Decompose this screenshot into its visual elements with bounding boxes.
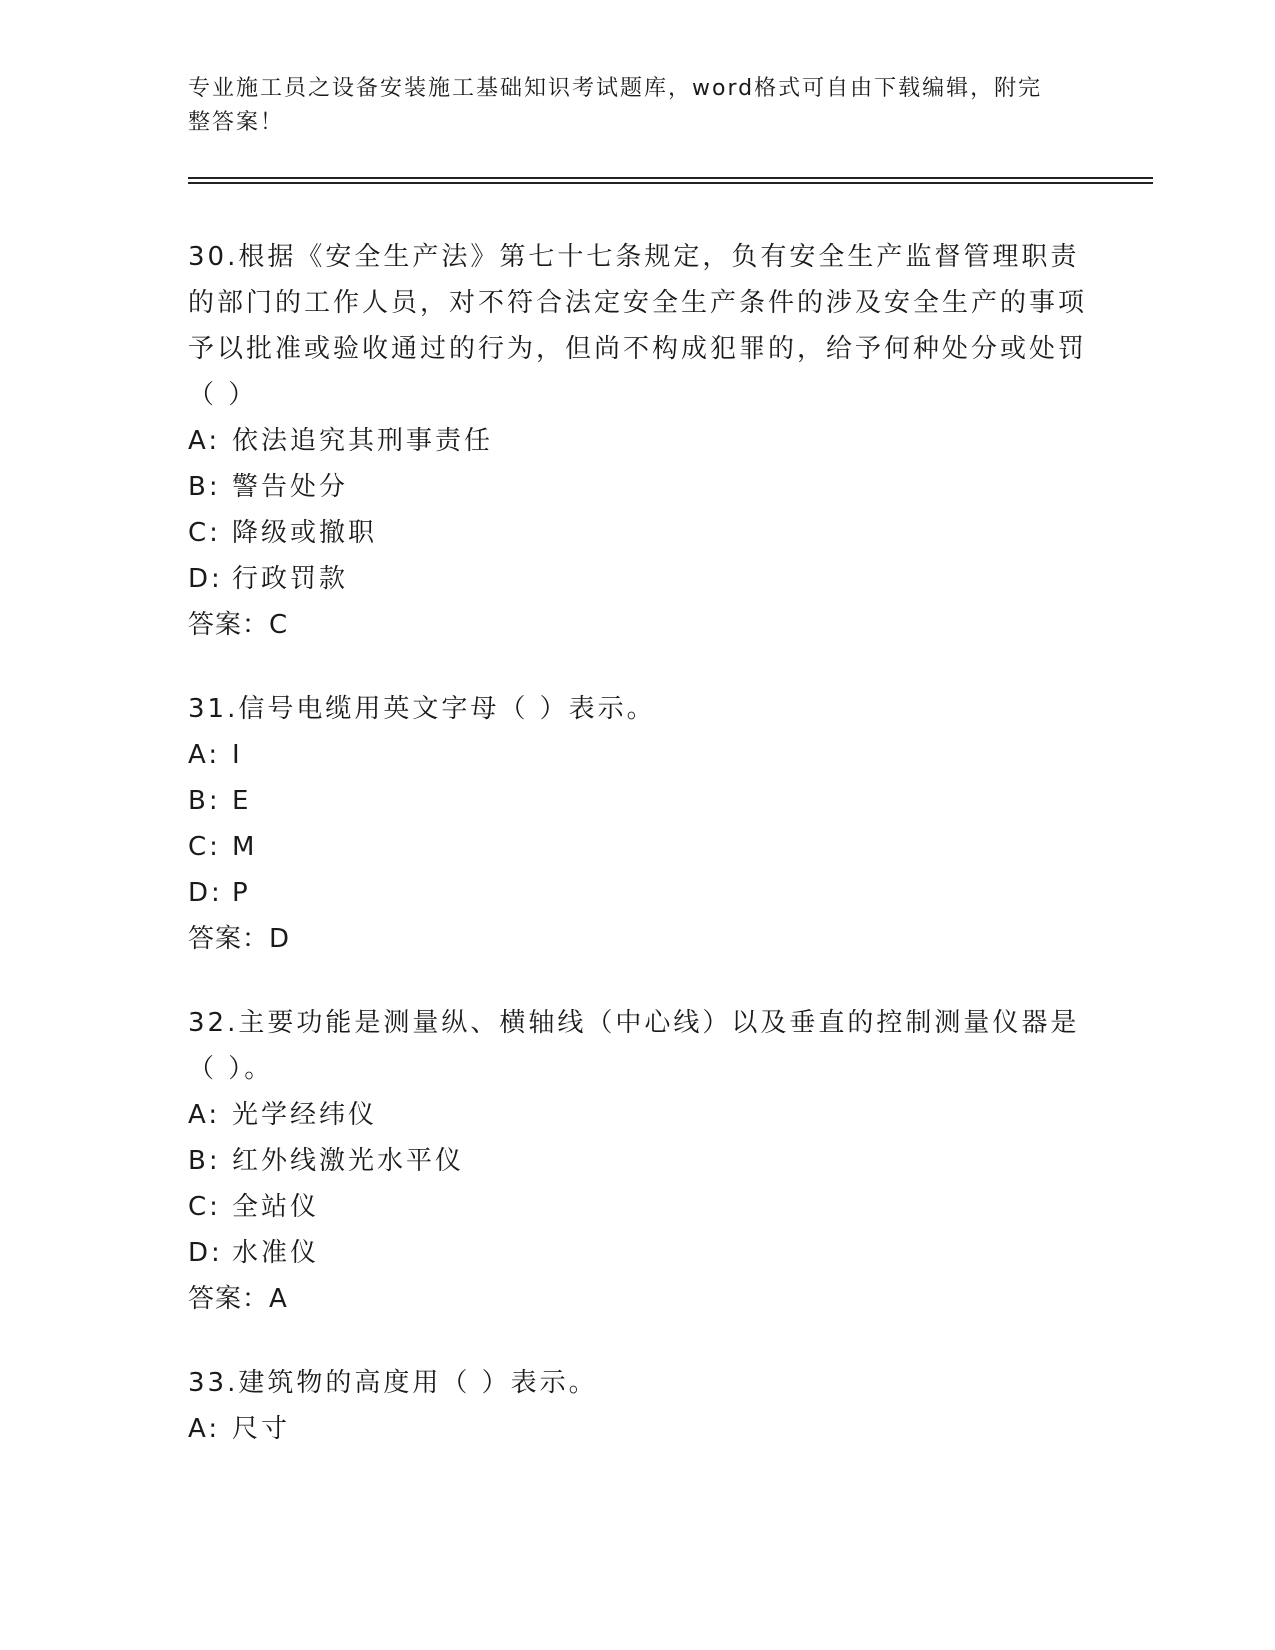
question-31 [188, 686, 1088, 962]
option-text: 尺寸 [232, 1414, 291, 1444]
question-stem: 30.根据《安全生产法》第七十七条规定，负有安全生产监督管理职责的部门的工作人员，对不符合法定安全生产条件的涉及安全生产的事项予以批准或验收通过的行为，但尚不构成犯罪的，给予何种处分或处罚（ ） [188, 242, 1088, 410]
option-key: B: [188, 1146, 221, 1176]
option-key: A: [188, 740, 221, 770]
answer-line: 答案：C [188, 610, 289, 640]
option-key: C: [188, 832, 221, 862]
option-b [188, 778, 1088, 824]
answer-line: 答案：A [188, 1284, 288, 1314]
option-c [188, 1184, 1088, 1230]
option-c [188, 510, 1088, 556]
option-text: 警告处分 [232, 472, 349, 502]
option-d [188, 556, 1088, 602]
option-key: C: [188, 518, 221, 548]
answer-line: 答案：D [188, 924, 291, 954]
option-key: A: [188, 1414, 221, 1444]
question-stem: 33.建筑物的高度用（ ）表示。 [188, 1368, 598, 1398]
option-text: 依法追究其刑事责任 [232, 426, 494, 456]
option-text: I [232, 740, 243, 770]
option-a [188, 1092, 1088, 1138]
question-stem: 32.主要功能是测量纵、横轴线（中心线）以及垂直的控制测量仪器是（ ）。 [188, 1008, 1080, 1084]
header-divider-top [188, 177, 1153, 179]
option-key: B: [188, 472, 221, 502]
option-text: 降级或撤职 [232, 518, 378, 548]
question-list [188, 234, 1088, 1490]
document-header [188, 72, 1088, 140]
option-a [188, 1406, 1088, 1452]
option-b [188, 1138, 1088, 1184]
option-key: D: [188, 564, 223, 594]
header-line-2: 整答案！ [188, 110, 285, 135]
question-30 [188, 234, 1088, 648]
option-text: 行政罚款 [232, 564, 349, 594]
question-stem: 31.信号电缆用英文字母（ ）表示。 [188, 694, 656, 724]
option-b [188, 464, 1088, 510]
option-key: A: [188, 426, 221, 456]
option-a [188, 732, 1088, 778]
option-text: 全站仪 [232, 1192, 320, 1222]
option-key: D: [188, 878, 223, 908]
header-line-1: 专业施工员之设备安装施工基础知识考试题库，word格式可自由下载编辑，附完 [188, 76, 1043, 101]
option-text: 光学经纬仪 [232, 1100, 378, 1130]
option-key: D: [188, 1238, 223, 1268]
header-divider-bottom [188, 182, 1153, 184]
option-d [188, 870, 1088, 916]
option-text: 红外线激光水平仪 [232, 1146, 465, 1176]
option-d [188, 1230, 1088, 1276]
option-key: B: [188, 786, 221, 816]
option-text: E [232, 786, 252, 816]
option-c [188, 824, 1088, 870]
option-text: M [232, 832, 258, 862]
question-32 [188, 1000, 1088, 1322]
option-a [188, 418, 1088, 464]
option-text: P [232, 878, 251, 908]
option-text: 水准仪 [232, 1238, 320, 1268]
option-key: C: [188, 1192, 221, 1222]
question-33 [188, 1360, 1088, 1452]
option-key: A: [188, 1100, 221, 1130]
